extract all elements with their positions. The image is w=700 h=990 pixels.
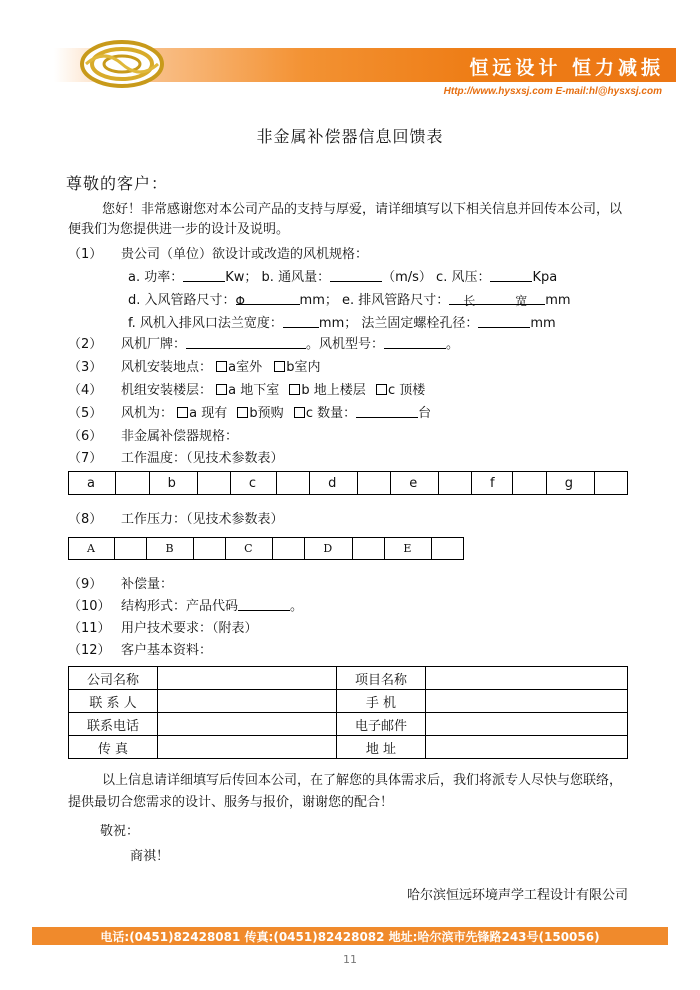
temp-field-d[interactable] bbox=[357, 472, 390, 495]
table-row bbox=[69, 690, 628, 713]
item-text: 工作压力：（见技术参数表） bbox=[121, 512, 284, 527]
preorder-label: b预购 bbox=[249, 406, 284, 421]
item-number: （6） bbox=[68, 429, 103, 444]
address-label: 地 址 bbox=[337, 736, 426, 759]
pressure-field-e[interactable] bbox=[431, 538, 464, 560]
airflow-unit: （m/s） bbox=[382, 270, 432, 285]
preorder-checkbox[interactable] bbox=[237, 407, 248, 418]
pressure-label-a: A bbox=[69, 538, 115, 560]
temp-field-c[interactable] bbox=[276, 472, 309, 495]
closing-paragraph: 以上信息请详细填写后传回本公司，在了解您的具体需求后，我们将派专人尽快与您联络，提供最切合您需求的设计、服务与报价，谢谢您的配合！ bbox=[68, 773, 623, 810]
item-text: 机组安装楼层： bbox=[121, 383, 213, 398]
project-name-field[interactable] bbox=[426, 667, 628, 690]
quantity-unit: 台 bbox=[418, 406, 432, 421]
item-text: 结构形式：产品代码 bbox=[121, 599, 239, 614]
above-ground-checkbox[interactable] bbox=[289, 384, 300, 395]
bolt-unit: mm bbox=[530, 316, 556, 331]
outdoor-label: a室外 bbox=[228, 360, 263, 375]
temp-label-f: f bbox=[472, 472, 513, 495]
item-12 bbox=[68, 641, 212, 661]
item-number: （9） bbox=[68, 577, 103, 592]
email-field[interactable] bbox=[426, 713, 628, 736]
pressure-field-b[interactable] bbox=[193, 538, 225, 560]
bolt-hole-field[interactable] bbox=[478, 314, 530, 328]
width-label: 宽 bbox=[515, 294, 528, 308]
fan-spec-line-3 bbox=[128, 314, 556, 334]
pressure-label-b: B bbox=[147, 538, 193, 560]
quantity-label: c 数量： bbox=[305, 406, 357, 421]
temp-label-a: a bbox=[69, 472, 116, 495]
item-text: 风机为： bbox=[121, 406, 174, 421]
item-text: 工作温度：（见技术参数表） bbox=[121, 451, 284, 466]
power-unit: Kw； bbox=[225, 270, 258, 285]
flange-width-label: f. 风机入排风口法兰宽度： bbox=[128, 316, 283, 331]
inlet-duct-field[interactable] bbox=[235, 291, 300, 308]
power-field[interactable] bbox=[183, 268, 225, 282]
item-number: （12） bbox=[68, 643, 111, 658]
indoor-checkbox[interactable] bbox=[274, 361, 285, 372]
item-11 bbox=[68, 619, 258, 639]
item-number: （1） bbox=[68, 247, 103, 262]
temp-field-g[interactable] bbox=[594, 472, 627, 495]
item-text: 风机厂牌： bbox=[121, 337, 187, 352]
item-3 bbox=[68, 358, 321, 378]
header-website: Http://www.hysxsj.com E-mail:hl@hysxsj.com bbox=[443, 86, 662, 97]
phone-label: 联系电话 bbox=[69, 713, 158, 736]
item-8 bbox=[68, 510, 284, 530]
inlet-duct-label: d. 入风管路尺寸： bbox=[128, 293, 236, 308]
item-number: （2） bbox=[68, 337, 103, 352]
item-number: （11） bbox=[68, 621, 111, 636]
greeting: 尊敬的客户： bbox=[66, 174, 169, 193]
flange-width-field[interactable] bbox=[283, 314, 319, 328]
pressure-label-d: D bbox=[305, 538, 353, 560]
phone-field[interactable] bbox=[158, 713, 337, 736]
item-number: （7） bbox=[68, 451, 103, 466]
flange-unit: mm； bbox=[318, 316, 358, 331]
item-number: （8） bbox=[68, 512, 103, 527]
outlet-duct-label: e. 排风管路尺寸： bbox=[342, 293, 450, 308]
existing-label: a 现有 bbox=[189, 406, 228, 421]
temp-field-a[interactable] bbox=[116, 472, 149, 495]
rooftop-label: c 顶楼 bbox=[387, 383, 426, 398]
company-signature: 哈尔滨恒远环境声学工程设计有限公司 bbox=[406, 888, 628, 903]
customer-info-table bbox=[68, 666, 628, 759]
item-5 bbox=[68, 404, 431, 424]
length-label: 长 bbox=[463, 294, 476, 308]
temp-label-g: g bbox=[546, 472, 594, 495]
temp-field-f[interactable] bbox=[513, 472, 546, 495]
item-number: （5） bbox=[68, 406, 103, 421]
airflow-field[interactable] bbox=[330, 268, 382, 282]
header-slogan: 恒远设计 恒力减振 bbox=[469, 57, 664, 79]
rooftop-checkbox[interactable] bbox=[376, 384, 387, 395]
item-number: （4） bbox=[68, 383, 103, 398]
footer-contact: 电话:(0451)82428081 传真:(0451)82428082 地址:哈尔滨市先锋路243号(150056) bbox=[100, 930, 600, 944]
contact-person-label: 联 系 人 bbox=[69, 690, 158, 713]
above-ground-label: b 地上楼层 bbox=[301, 383, 366, 398]
fan-spec-line-1 bbox=[128, 268, 557, 288]
email-label: 电子邮件 bbox=[337, 713, 426, 736]
item-7 bbox=[68, 449, 284, 469]
pressure-field-c[interactable] bbox=[272, 538, 304, 560]
contact-person-field[interactable] bbox=[158, 690, 337, 713]
outlet-duct-field[interactable] bbox=[449, 291, 545, 308]
temp-label-c: c bbox=[230, 472, 276, 495]
temp-field-e[interactable] bbox=[438, 472, 471, 495]
fax-label: 传 真 bbox=[69, 736, 158, 759]
airflow-label: b. 通风量： bbox=[261, 270, 331, 285]
phi-symbol: Φ bbox=[235, 294, 245, 308]
form-title: 非金属补偿器信息回馈表 bbox=[256, 127, 444, 146]
pressure-label-c: C bbox=[226, 538, 273, 560]
pressure-field-d[interactable] bbox=[352, 538, 384, 560]
company-logo-icon bbox=[78, 38, 166, 90]
item-text: 用户技术要求：（附表） bbox=[121, 621, 258, 636]
quantity-field[interactable] bbox=[356, 404, 418, 418]
item-6 bbox=[68, 427, 238, 447]
regards: 敬祝： bbox=[100, 824, 140, 839]
temperature-table bbox=[68, 471, 628, 495]
company-name-label: 公司名称 bbox=[69, 667, 158, 690]
indoor-label: b室内 bbox=[286, 360, 321, 375]
table-row bbox=[69, 667, 628, 690]
bolt-hole-label: 法兰固定螺栓孔径： bbox=[361, 316, 479, 331]
basement-checkbox[interactable] bbox=[216, 384, 227, 395]
mobile-field[interactable] bbox=[426, 690, 628, 713]
mobile-label: 手 机 bbox=[337, 690, 426, 713]
existing-checkbox[interactable] bbox=[177, 407, 188, 418]
inlet-unit: mm； bbox=[299, 293, 338, 308]
temp-label-b: b bbox=[149, 472, 197, 495]
fan-model-label: 。风机型号： bbox=[306, 337, 385, 352]
item-text: 非金属补偿器规格： bbox=[121, 429, 239, 444]
project-name-label: 项目名称 bbox=[337, 667, 426, 690]
wishes: 商祺！ bbox=[130, 849, 170, 864]
item-1 bbox=[68, 245, 368, 265]
item-text: 客户基本资料： bbox=[121, 643, 213, 658]
outlet-unit: mm bbox=[545, 293, 571, 308]
fan-model-field[interactable] bbox=[384, 335, 446, 349]
address-field[interactable] bbox=[426, 736, 628, 759]
pressure-label: c. 风压： bbox=[436, 270, 491, 285]
outdoor-checkbox[interactable] bbox=[216, 361, 227, 372]
intro-paragraph: 您好！非常感谢您对本公司产品的支持与厚爱，请详细填写以下相关信息并回传本公司，以便我们为您提供进一步的设计及说明。 bbox=[68, 202, 623, 237]
temp-field-b[interactable] bbox=[197, 472, 230, 495]
fan-brand-field[interactable] bbox=[186, 335, 306, 349]
page-number: 11 bbox=[343, 953, 357, 966]
pressure-field-a[interactable] bbox=[115, 538, 147, 560]
item-text: 贵公司（单位）欲设计或改造的风机规格： bbox=[121, 247, 369, 262]
item-9 bbox=[68, 575, 173, 595]
item-number: （10） bbox=[68, 599, 111, 614]
quantity-checkbox[interactable] bbox=[294, 407, 305, 418]
product-code-field[interactable] bbox=[238, 597, 290, 611]
item-number: （3） bbox=[68, 360, 103, 375]
pressure-table bbox=[68, 537, 464, 560]
company-name-field[interactable] bbox=[158, 667, 337, 690]
pressure-label-e: E bbox=[385, 538, 431, 560]
fax-field[interactable] bbox=[158, 736, 337, 759]
temp-label-d: d bbox=[310, 472, 358, 495]
item-4 bbox=[68, 381, 425, 401]
item-10: （10） 结构形式：产品代码 。 bbox=[68, 597, 303, 617]
table-row bbox=[69, 736, 628, 759]
item-text: 风机安装地点： bbox=[121, 360, 213, 375]
temp-label-e: e bbox=[391, 472, 438, 495]
pressure-field[interactable] bbox=[490, 268, 532, 282]
item-text: 补偿量： bbox=[121, 577, 174, 592]
power-label: a. 功率： bbox=[128, 270, 184, 285]
basement-label: a 地下室 bbox=[228, 383, 280, 398]
table-row bbox=[69, 713, 628, 736]
pressure-unit: Kpa bbox=[532, 270, 558, 285]
item-2: （2） 风机厂牌： 。风机型号： 。 bbox=[68, 335, 459, 355]
fan-spec-line-2 bbox=[128, 291, 571, 311]
